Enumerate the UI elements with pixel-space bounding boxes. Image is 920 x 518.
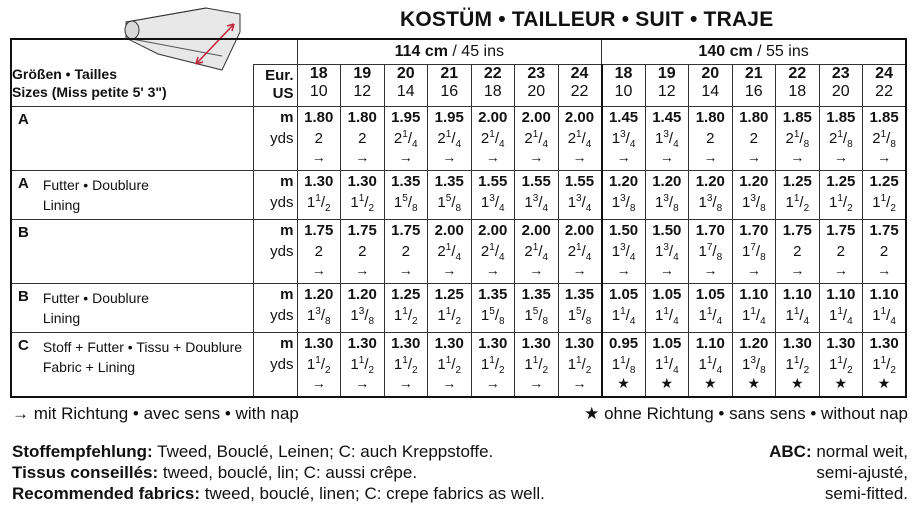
yardage-cell: 1.30 $1^1/_2$ → [558,333,602,397]
size-header-cell: 22 18 [776,65,820,107]
without-nap-icon: ★ [834,375,848,391]
size-header-cell: 24 22 [863,65,907,107]
with-nap-icon: → [616,149,631,165]
with-nap-icon: → [355,262,370,278]
yardage-cell: 1.75 2 → [776,220,820,284]
unit-label: m yds [253,107,297,171]
yardage-cell: 0.95 $1^1/_8$ ★ [602,333,646,397]
with-nap-icon: → [833,262,848,278]
with-nap-icon: → [833,149,848,165]
yardage-cell: 1.10 $1^1/_4$ [863,284,907,333]
yardage-row [11,107,906,171]
with-nap-icon: → [485,375,500,391]
without-nap-legend: ★ ohne Richtung • sans sens • without nap [584,404,908,423]
yardage-cell: 1.80 2 → [732,107,776,171]
with-nap-icon: → [877,262,892,278]
without-nap-icon: ★ [877,375,891,391]
yardage-cell: 1.30 $1^1/_2$ [297,171,341,220]
yardage-cell: 2.00 $2^1/_4$ → [428,220,472,284]
yardage-cell: 1.30 $1^1/_2$ → [471,333,515,397]
yardage-cell: 1.35 $1^5/_8$ [515,284,559,333]
yardage-cell: 1.80 2 → [341,107,385,171]
yardage-cell: 1.10 $1^1/_4$ [732,284,776,333]
yardage-cell: 1.75 2 → [297,220,341,284]
size-header-cell: 18 10 [602,65,646,107]
yardage-table [10,38,907,398]
with-nap-icon: → [485,262,500,278]
yardage-cell: 1.35 $1^5/_8$ [428,171,472,220]
size-header-cell: 23 20 [819,65,863,107]
yardage-cell: 1.95 $2^1/_4$ → [428,107,472,171]
with-nap-icon: → [398,262,413,278]
yardage-cell: 1.30 $1^1/_2$ [341,171,385,220]
yardage-cell: 1.25 $1^1/_2$ [819,171,863,220]
yardage-cell: 1.35 $1^5/_8$ [471,284,515,333]
without-nap-icon: ★ [747,375,761,391]
yardage-cell: 1.25 $1^1/_2$ [384,284,428,333]
yardage-cell: 1.05 $1^1/_4$ [645,284,689,333]
yardage-cell: 1.85 $2^1/_8$ → [819,107,863,171]
yardage-cell: 1.10 $1^1/_4$ [819,284,863,333]
width-114-header: 114 cm / 45 ins [297,39,602,65]
with-nap-icon: → [703,262,718,278]
yardage-cell: 1.80 2 → [689,107,733,171]
recommended-fabrics: Stoffempfehlung: Tweed, Bouclé, Leinen; C: auch Kreppstoffe. Tissus conseillés: tweed, bouclé, lin; C: aussi crêpe. Recommended fabrics: tweed, bouclé, linen; C: crepe fabrics as well. [12,442,545,503]
with-nap-icon: → [746,149,761,165]
with-nap-icon: → [529,375,544,391]
yardage-cell: 1.30 $1^1/_2$ ★ [776,333,820,397]
yardage-cell: 1.45 $1^3/_4$ → [602,107,646,171]
size-header-cell: 20 14 [689,65,733,107]
yardage-cell: 1.20 $1^3/_8$ [297,284,341,333]
yardage-cell: 1.70 $1^7/_8$ → [689,220,733,284]
size-header-cell: 20 14 [384,65,428,107]
with-nap-icon: → [790,149,805,165]
yardage-cell: 1.25 $1^1/_2$ [776,171,820,220]
size-header-cell: 24 22 [558,65,602,107]
yardage-cell: 1.05 $1^1/_4$ ★ [645,333,689,397]
with-nap-icon: → [659,262,674,278]
size-header-cell: 21 16 [732,65,776,107]
yardage-cell: 1.25 $1^1/_2$ [863,171,907,220]
without-nap-icon: ★ [660,375,674,391]
with-nap-icon: → [572,375,587,391]
with-nap-icon: → [572,262,587,278]
yardage-cell: 1.30 $1^1/_2$ → [428,333,472,397]
yardage-cell: 1.55 $1^3/_4$ [471,171,515,220]
yardage-cell: 1.50 $1^3/_4$ → [602,220,646,284]
yardage-cell: 1.75 2 → [819,220,863,284]
yardage-row [11,171,906,220]
yardage-cell: 1.55 $1^3/_4$ [558,171,602,220]
size-header-cell: 19 12 [341,65,385,107]
without-nap-icon: ★ [617,375,630,391]
yardage-cell: 1.30 $1^1/_2$ → [515,333,559,397]
with-nap-icon: → [311,262,326,278]
yardage-cell: 1.10 $1^1/_4$ [776,284,820,333]
yardage-cell: 1.05 $1^1/_4$ [689,284,733,333]
unit-label: m yds [253,284,297,333]
sizes-label: Größen • Tailles Sizes (Miss petite 5' 3") [11,65,253,107]
yardage-cell: 1.95 $2^1/_4$ → [384,107,428,171]
size-header-cell: 19 12 [645,65,689,107]
width-140-header: 140 cm / 55 ins [602,39,907,65]
with-nap-icon: → [877,149,892,165]
yardage-cell: 1.30 $1^1/_2$ ★ [819,333,863,397]
yardage-cell: 1.10 $1^1/_4$ ★ [689,333,733,397]
yardage-cell: 2.00 $2^1/_4$ → [471,107,515,171]
view-label: A [11,107,253,171]
yardage-cell: 1.05 $1^1/_4$ [602,284,646,333]
unit-label: m yds [253,220,297,284]
size-header-cell: 21 16 [428,65,472,107]
with-nap-icon: → [616,262,631,278]
yardage-cell: 1.45 $1^3/_4$ → [645,107,689,171]
yardage-row [11,220,906,284]
size-system-label: Eur. US [253,65,297,107]
yardage-cell: 1.75 2 → [341,220,385,284]
page-title: KOSTÜM • TAILLEUR • SUIT • TRAJE [400,8,774,31]
with-nap-icon: → [311,149,326,165]
yardage-cell: 1.25 $1^1/_2$ [428,284,472,333]
yardage-cell: 1.20 $1^3/_8$ [341,284,385,333]
with-nap-icon: → [746,262,761,278]
with-nap-icon: → [529,262,544,278]
with-nap-icon: → [442,262,457,278]
yardage-cell: 1.35 $1^5/_8$ [384,171,428,220]
yardage-cell: 1.75 2 → [384,220,428,284]
yardage-cell: 1.20 $1^3/_8$ ★ [732,333,776,397]
yardage-cell: 1.55 $1^3/_4$ [515,171,559,220]
yardage-cell: 1.20 $1^3/_8$ [645,171,689,220]
yardage-cell: 2.00 $2^1/_4$ → [558,220,602,284]
without-nap-icon: ★ [791,375,804,391]
with-nap-icon: → [529,149,544,165]
yardage-cell: 1.30 $1^1/_2$ → [341,333,385,397]
size-header-cell: 22 18 [471,65,515,107]
yardage-cell: 1.80 2 → [297,107,341,171]
yardage-cell: 2.00 $2^1/_4$ → [515,220,559,284]
yardage-row [11,284,906,333]
with-nap-icon: → [311,375,326,391]
with-nap-icon: → [442,149,457,165]
yardage-cell: 1.75 2 → [863,220,907,284]
with-nap-icon: → [355,149,370,165]
with-nap-icon: → [703,149,718,165]
view-label: B [11,220,253,284]
view-label: C Stoff + Futter • Tissu + Doublure Fabric + Lining [11,333,253,397]
view-label: B Futter • Doublure Lining [11,284,253,333]
yardage-row [11,333,906,397]
fabric-width-row [11,39,906,65]
with-nap-icon: → [398,375,413,391]
yardage-cell: 2.00 $2^1/_4$ → [471,220,515,284]
with-nap-icon: → [790,262,805,278]
yardage-cell: 2.00 $2^1/_4$ → [515,107,559,171]
with-nap-icon: → [442,375,457,391]
yardage-cell: 1.30 $1^1/_2$ → [297,333,341,397]
yardage-cell: 1.50 $1^3/_4$ → [645,220,689,284]
with-nap-icon: → [485,149,500,165]
without-nap-icon: ★ [704,375,717,391]
view-label: A Futter • Doublure Lining [11,171,253,220]
yardage-cell: 1.30 $1^1/_2$ → [384,333,428,397]
sizes-row [11,65,906,107]
yardage-cell: 1.20 $1^3/_8$ [732,171,776,220]
yardage-cell: 1.70 $1^7/_8$ → [732,220,776,284]
yardage-cell: 1.20 $1^3/_8$ [602,171,646,220]
yardage-cell: 1.35 $1^5/_8$ [558,284,602,333]
with-nap-icon: → [355,375,370,391]
yardage-cell: 1.85 $2^1/_8$ → [776,107,820,171]
yardage-cell: 1.85 $2^1/_8$ → [863,107,907,171]
yardage-cell: 2.00 $2^1/_4$ → [558,107,602,171]
fit-description: ABC: normal weit, semi-ajusté, semi-fitted. [769,442,908,503]
with-nap-icon: → [398,149,413,165]
size-header-cell: 18 10 [297,65,341,107]
yardage-cell: 1.30 $1^1/_2$ ★ [863,333,907,397]
unit-label: m yds [253,333,297,397]
yardage-cell: 1.20 $1^3/_8$ [689,171,733,220]
with-nap-legend: → mit Richtung • avec sens • with nap [12,404,299,423]
size-header-cell: 23 20 [515,65,559,107]
with-nap-icon: → [659,149,674,165]
with-nap-icon: → [572,149,587,165]
unit-label: m yds [253,171,297,220]
